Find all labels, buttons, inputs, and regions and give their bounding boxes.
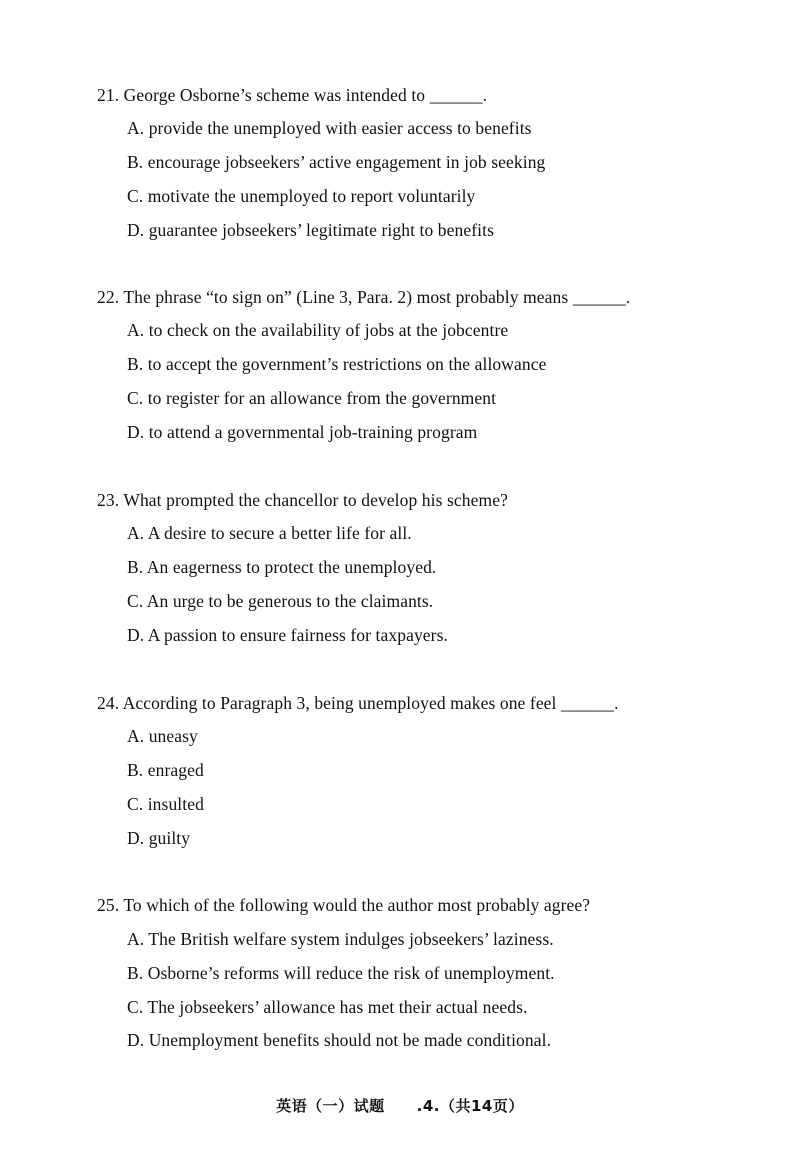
question-stem: 25. To which of the following would the author most probably agree? [97,895,591,915]
option-a: A. The British welfare system indulges jobseekers’ laziness. [127,929,554,949]
option-b: B. Osborne’s reforms will reduce the risk of unemployment. [127,963,555,983]
option-d: D. to attend a governmental job-training program [127,422,478,442]
option-a: A. uneasy [127,726,198,746]
option-c: C. motivate the unemployed to report voluntarily [127,186,476,206]
question-stem: 22. The phrase “to sign on” (Line 3, Para. 2) most probably means ______. [97,287,631,307]
option-a: A. A desire to secure a better life for all. [127,523,412,543]
option-b: B. enraged [127,760,204,780]
option-d: D. guilty [127,828,191,848]
question-stem: 23. What prompted the chancellor to develop his scheme? [97,490,508,510]
option-a: A. to check on the availability of jobs at the jobcentre [127,320,509,340]
footer-exam-title: 英语（一）试题 [276,1097,385,1115]
option-c: C. The jobseekers’ allowance has met their actual needs. [127,997,528,1017]
question-stem: 21. George Osborne’s scheme was intended to ______. [97,85,488,105]
option-d: D. A passion to ensure fairness for taxpayers. [127,625,448,645]
option-a: A. provide the unemployed with easier access to benefits [127,118,532,138]
page-footer [0,1095,800,1116]
option-d: D. Unemployment benefits should not be made conditional. [127,1030,552,1050]
question-stem: 24. According to Paragraph 3, being unemployed makes one feel ______. [97,693,619,713]
option-b: B. to accept the government’s restrictions on the allowance [127,354,547,374]
option-b: B. An eagerness to protect the unemployed. [127,557,437,577]
option-c: C. An urge to be generous to the claimants. [127,591,434,611]
option-b: B. encourage jobseekers’ active engagement in job seeking [127,152,546,172]
option-c: C. to register for an allowance from the government [127,388,497,408]
option-d: D. guarantee jobseekers’ legitimate right to benefits [127,220,494,240]
option-c: C. insulted [127,794,204,814]
footer-page-number: .4.（共14页） [416,1097,524,1115]
